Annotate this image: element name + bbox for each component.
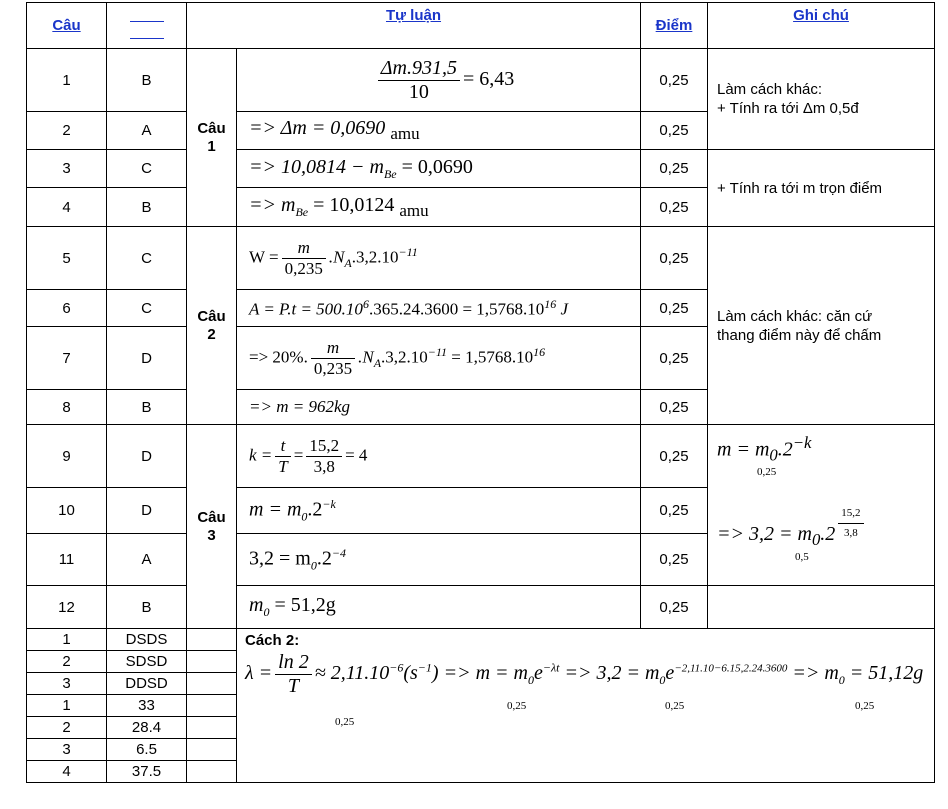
empty-cell (187, 761, 237, 783)
answer-cell: 6.5 (107, 739, 187, 761)
formula-cell: => $10,0814 - m_{Be} = 0,0690$ (237, 150, 641, 188)
answer-cell: B (107, 49, 187, 112)
point-cell: 0,25 (641, 227, 708, 290)
empty-cell (187, 673, 237, 695)
point-cell: 0,25 (641, 425, 708, 488)
question-number: 2 (27, 717, 107, 739)
point-cell: 0,25 (641, 488, 708, 534)
answer-cell: C (107, 227, 187, 290)
question-number: 4 (27, 188, 107, 227)
answer-cell: B (107, 586, 187, 629)
point-cell: 0,25 (641, 112, 708, 150)
point-cell: 0,25 (641, 290, 708, 327)
header-tu-luan[interactable]: Tự luận (187, 3, 641, 49)
cach2-point: 0,25 (507, 700, 527, 712)
table-row (27, 49, 935, 112)
formula-cell: $m_0 = 51,2g$ (237, 586, 641, 629)
question-number: 10 (27, 488, 107, 534)
answer-cell: 37.5 (107, 761, 187, 783)
point-cell: 0,25 (641, 390, 708, 425)
empty-cell (187, 695, 237, 717)
answer-cell: B (107, 390, 187, 425)
answer-cell: D (107, 425, 187, 488)
cach2-point: 0,25 (335, 716, 355, 728)
question-number: 2 (27, 651, 107, 673)
question-number: 8 (27, 390, 107, 425)
cach2-point: 0,25 (855, 700, 875, 712)
answer-cell: A (107, 112, 187, 150)
answer-cell: D (107, 327, 187, 390)
point-cell: 0,25 (641, 150, 708, 188)
question-number: 2 (27, 112, 107, 150)
empty-cell (187, 651, 237, 673)
answer-cell: 33 (107, 695, 187, 717)
question-number: 5 (27, 227, 107, 290)
note-formula-cell: $m = m_0.2^{-k}$ 0,25 => $3,2 = m_0.2$ $^{\frac{15,2}{3,8}}$ 0,5 (708, 425, 935, 586)
cach2-cell (237, 629, 935, 783)
header-row (27, 3, 935, 49)
question-number: 6 (27, 290, 107, 327)
group-cau-1: Câu 1 (187, 49, 237, 227)
cach2-points (245, 698, 934, 738)
answer-cell: DSDS (107, 629, 187, 651)
question-number: 1 (27, 49, 107, 112)
empty-cell (187, 717, 237, 739)
point-cell: 0,25 (641, 534, 708, 586)
answer-key-table (26, 2, 935, 783)
point-cell: 0,25 (641, 188, 708, 227)
header-blank-cell (107, 3, 187, 49)
point-cell: 0,25 (641, 586, 708, 629)
answer-cell: A (107, 534, 187, 586)
formula-cell: => $m_{Be} = 10,0124$ $_{amu}$ (237, 188, 641, 227)
answer-cell: C (107, 290, 187, 327)
table-row (27, 227, 935, 290)
group-cau-2: Câu 2 (187, 227, 237, 425)
formula-cell: => 20%. $\frac{m}{0,235}$ $.N_A.3,2.10^{-11} = 1,5768.10^{16}$ (237, 327, 641, 390)
note-cell: Làm cách khác: + Tính ra tới Δm 0,5đ (708, 49, 935, 150)
question-number: 3 (27, 150, 107, 188)
answer-cell: B (107, 188, 187, 227)
header-cau[interactable]: Câu (27, 3, 107, 49)
question-number: 3 (27, 673, 107, 695)
table-row (27, 629, 935, 651)
answer-cell: D (107, 488, 187, 534)
formula-cell: $3,2 = m_0.2^{-4}$ (237, 534, 641, 586)
point-cell: 0,25 (641, 327, 708, 390)
empty-cell (187, 629, 237, 651)
note-cell: Làm cách khác: căn cứ thang điểm này để chấm (708, 227, 935, 425)
header-diem[interactable]: Điểm (641, 3, 708, 49)
question-number: 11 (27, 534, 107, 586)
answer-cell: SDSD (107, 651, 187, 673)
question-number: 4 (27, 761, 107, 783)
note-cell (708, 586, 935, 629)
header-blank-link[interactable] (130, 11, 164, 22)
empty-cell (187, 739, 237, 761)
table-row (27, 425, 935, 488)
formula-cell: k = $\frac{t}{T}$ = $\frac{15,2}{3,8}$ = 4 (237, 425, 641, 488)
question-number: 3 (27, 739, 107, 761)
question-number: 7 (27, 327, 107, 390)
formula-cell: $A = P.t = 500.10^6.365.24.3600 = 1,5768.10^{16}$ J (237, 290, 641, 327)
answer-cell: 28.4 (107, 717, 187, 739)
question-number: 1 (27, 629, 107, 651)
group-cau-3: Câu 3 (187, 425, 237, 629)
formula-cell: $\frac{\Delta m.931,5}{10}$ = 6,43 (237, 49, 641, 112)
formula-cell: => Δm = 0,0690 $_{amu}$ (237, 112, 641, 150)
answer-cell: C (107, 150, 187, 188)
question-number: 12 (27, 586, 107, 629)
point-cell: 0,25 (641, 49, 708, 112)
question-number: 1 (27, 695, 107, 717)
table-row (27, 586, 935, 629)
formula-cell: $m = m_0.2^{-k}$ (237, 488, 641, 534)
answer-cell: DDSD (107, 673, 187, 695)
table-row (27, 150, 935, 188)
cach2-point: 0,25 (665, 700, 685, 712)
cach2-formula: λ = $\frac{\ln 2}{T}$ ≈ $2,11.10^{-6}(s^{-1}) => m = m_0e^{-\lambda t} => 3,2 = m_0e^{-2,11.10-6.15,2.24.3600} => m_0 = 51,12g$ (245, 651, 924, 697)
formula-cell: => m = 962kg (237, 390, 641, 425)
header-blank-link[interactable] (130, 28, 164, 39)
formula-cell: W = $\frac{m}{0,235}$ $.N_A.3,2.10^{-11}$ (237, 227, 641, 290)
question-number: 9 (27, 425, 107, 488)
header-ghi-chu[interactable]: Ghi chú (708, 3, 935, 49)
cach2-title: Cách 2: (245, 632, 300, 649)
note-cell: + Tính ra tới m trọn điểm (708, 150, 935, 227)
